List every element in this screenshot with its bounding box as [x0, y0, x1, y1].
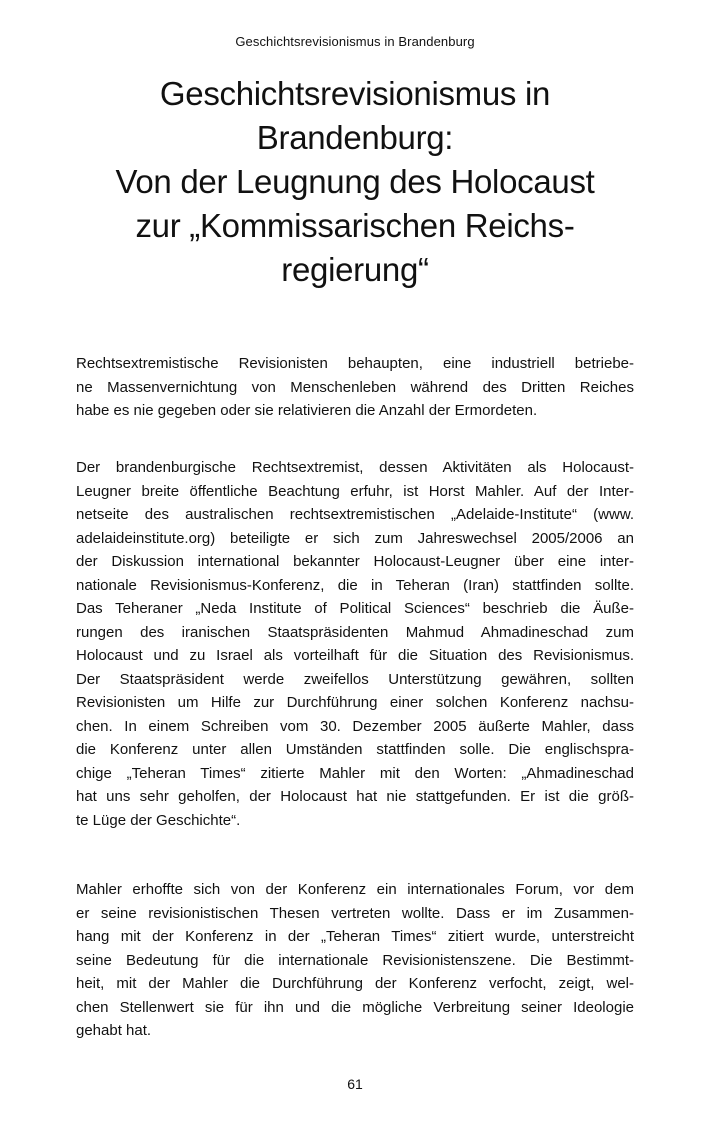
text-line: heit, mit der Mahler die Durchführung der Konferenz verfocht, zeigt, wel-: [76, 975, 634, 992]
paragraph-intro: [76, 352, 634, 423]
text-line: habe es nie gegeben oder sie relativieren die Anzahl der Ermordeten.: [76, 402, 538, 419]
page-title: [40, 72, 670, 292]
text-line: chen Stellenwert sie für ihn und die mögliche Verbreitung seiner Ideologie: [76, 998, 634, 1016]
text-line: die Konferenz unter allen Umständen stattfinden solle. Die englischspra-: [76, 741, 634, 758]
text-line: rungen des iranischen Staatspräsidenten Mahmud Ahmadineschad zum: [76, 623, 634, 641]
title-line: zur „Kommissarischen Reichs-: [135, 207, 575, 244]
text-line: ne Massenvernichtung von Menschenleben während des Dritten Reiches: [76, 378, 634, 396]
title-line: Geschichtsrevisionismus in: [159, 75, 551, 112]
text-line: chen. In einem Schreiben vom 30. Dezember 2005 äußerte Mahler, dass: [76, 717, 634, 735]
text-line: Mahler erhoffte sich von der Konferenz ein internationales Forum, vor dem: [76, 881, 634, 898]
text-line: Revisionisten um Hilfe zur Durchführung einer solchen Konferenz nachsu-: [76, 694, 634, 711]
text-line: Das Teheraner „Neda Institute of Political Sciences“ beschrieb die Äuße-: [76, 600, 634, 617]
text-line: seine Bedeutung für die internationale Revisionistenszene. Die Bestimmt-: [76, 951, 634, 969]
text-line: Leugner breite öffentliche Beachtung erfuhr, ist Horst Mahler. Auf der Inter-: [76, 482, 634, 500]
text-line: gehabt hat.: [76, 1022, 152, 1039]
title-line: Brandenburg:: [256, 119, 454, 156]
text-line: er seine revisionistischen Thesen vertreten wollte. Dass er im Zusammen-: [76, 904, 634, 922]
text-line: Holocaust und zu Israel als vorteilhaft für die Situation des Revisionismus.: [76, 647, 634, 664]
text-line: adelaideinstitute.org) beteiligte er sich zum Jahreswechsel 2005/2006 an: [76, 529, 634, 547]
running-header: Geschichtsrevisionismus in Brandenburg: [235, 34, 475, 49]
text-line: Der Staatspräsident werde zweifellos Unterstützung gewähren, sollten: [76, 670, 634, 688]
text-line: Rechtsextremistische Revisionisten behaupten, eine industriell betriebe-: [76, 355, 634, 372]
page-number: 61: [347, 1076, 363, 1092]
text-line: netseite des australischen rechtsextremistischen „Adelaide-Institute“ (www.: [76, 506, 634, 523]
text-line: nationale Revisionismus-Konferenz, die in Teheran (Iran) stattfinden sollte.: [76, 576, 634, 594]
text-line: der Diskussion international bekannter Holocaust-Leugner über eine inter-: [76, 553, 634, 570]
text-line: chige „Teheran Times“ zitierte Mahler mit den Worten: „Ahmadineschad: [76, 764, 634, 782]
text-line: hang mit der Konferenz in der „Teheran Times“ zitiert wurde, unterstreicht: [76, 928, 634, 945]
text-line: te Lüge der Geschichte“.: [76, 811, 241, 829]
paragraph-conclusion: [76, 878, 634, 1043]
text-line: Der brandenburgische Rechtsextremist, dessen Aktivitäten als Holocaust-: [76, 459, 634, 476]
paragraph-mahler: [76, 456, 634, 832]
title-line: regierung“: [281, 251, 429, 288]
text-line: hat uns sehr geholfen, der Holocaust hat nie stattgefunden. Er ist die größ-: [76, 788, 634, 805]
title-line: Von der Leugnung des Holocaust: [115, 163, 595, 200]
